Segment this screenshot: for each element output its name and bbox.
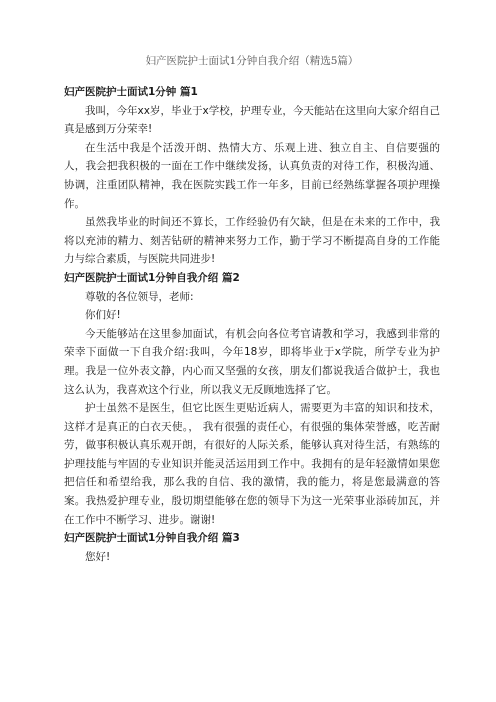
paragraph: 你们好! bbox=[85, 309, 121, 322]
section-1 bbox=[64, 83, 440, 269]
paragraph: 虽然我毕业的时间还不算长，工作经验仍有欠缺，但是在未来的工作中，我将以充沛的精力、刻苦钻研的精神来努力工作，勤于学习不断提高自身的工作能力与综合素质，与医院共同进步! bbox=[64, 216, 440, 266]
section-3 bbox=[64, 529, 440, 566]
paragraph: 我叫，今年xx岁，毕业于x学校，护理专业，今天能站在这里向大家介绍自己真是感到万分荣幸! bbox=[64, 104, 440, 136]
document-body bbox=[64, 83, 440, 566]
section-heading: 妇产医院护士面试1分钟 篇1 bbox=[64, 86, 198, 98]
paragraph: 您好! bbox=[85, 550, 111, 563]
paragraph: 尊敬的各位领导，老师: bbox=[85, 290, 194, 303]
section-2 bbox=[64, 269, 440, 529]
section-heading: 妇产医院护士面试1分钟自我介绍 篇2 bbox=[64, 271, 240, 284]
paragraph: 今天能够站在这里参加面试，有机会向各位考官请教和学习，我感到非常的荣幸下面做一下自我介绍:我叫，今年18岁，即将毕业于x学院，所学专业为护理。我是一位外表文静，内心而又坚强的女孩，朋友们都说我适合做护士，我也这么认为，我喜欢这个行业，所以我义无反顾地选择了它。 bbox=[64, 327, 440, 396]
paragraph: 护士虽然不是医生，但它比医生更贴近病人，需要更为丰富的知识和技术，这样才是真正的白衣天使。， 我有很强的责任心，有很强的集体荣誉感，吃苦耐劳，做事积极认真乐观开朗，有很好的人际关系，能够认真对待生活，有熟练的护理技能与牢固的专业知识并能灵活运用到工作中。我拥有的是年轻激情如果您把信任和希望给我，那么我的自信、我的激情，我的能力，将是您最满意的答案。我热爱护理专业，殷切期望能够在您的领导下为这一光荣事业添砖加瓦，并在工作中不断学习、进步。谢谢! bbox=[64, 402, 440, 526]
section-heading: 妇产医院护士面试1分钟自我介绍 篇3 bbox=[64, 532, 240, 545]
paragraph: 在生活中我是个活泼开朗、热情大方、乐观上进、独立自主、自信要强的人，我会把我积极的一面在工作中继续发扬，认真负责的对待工作，积极沟通、协调，注重团队精神，我在医院实践工作一年多，目前已经熟练掌握各项护理操作。 bbox=[64, 141, 440, 210]
document-title: 妇产医院护士面试1分钟自我介绍（精选5篇） bbox=[145, 55, 359, 67]
